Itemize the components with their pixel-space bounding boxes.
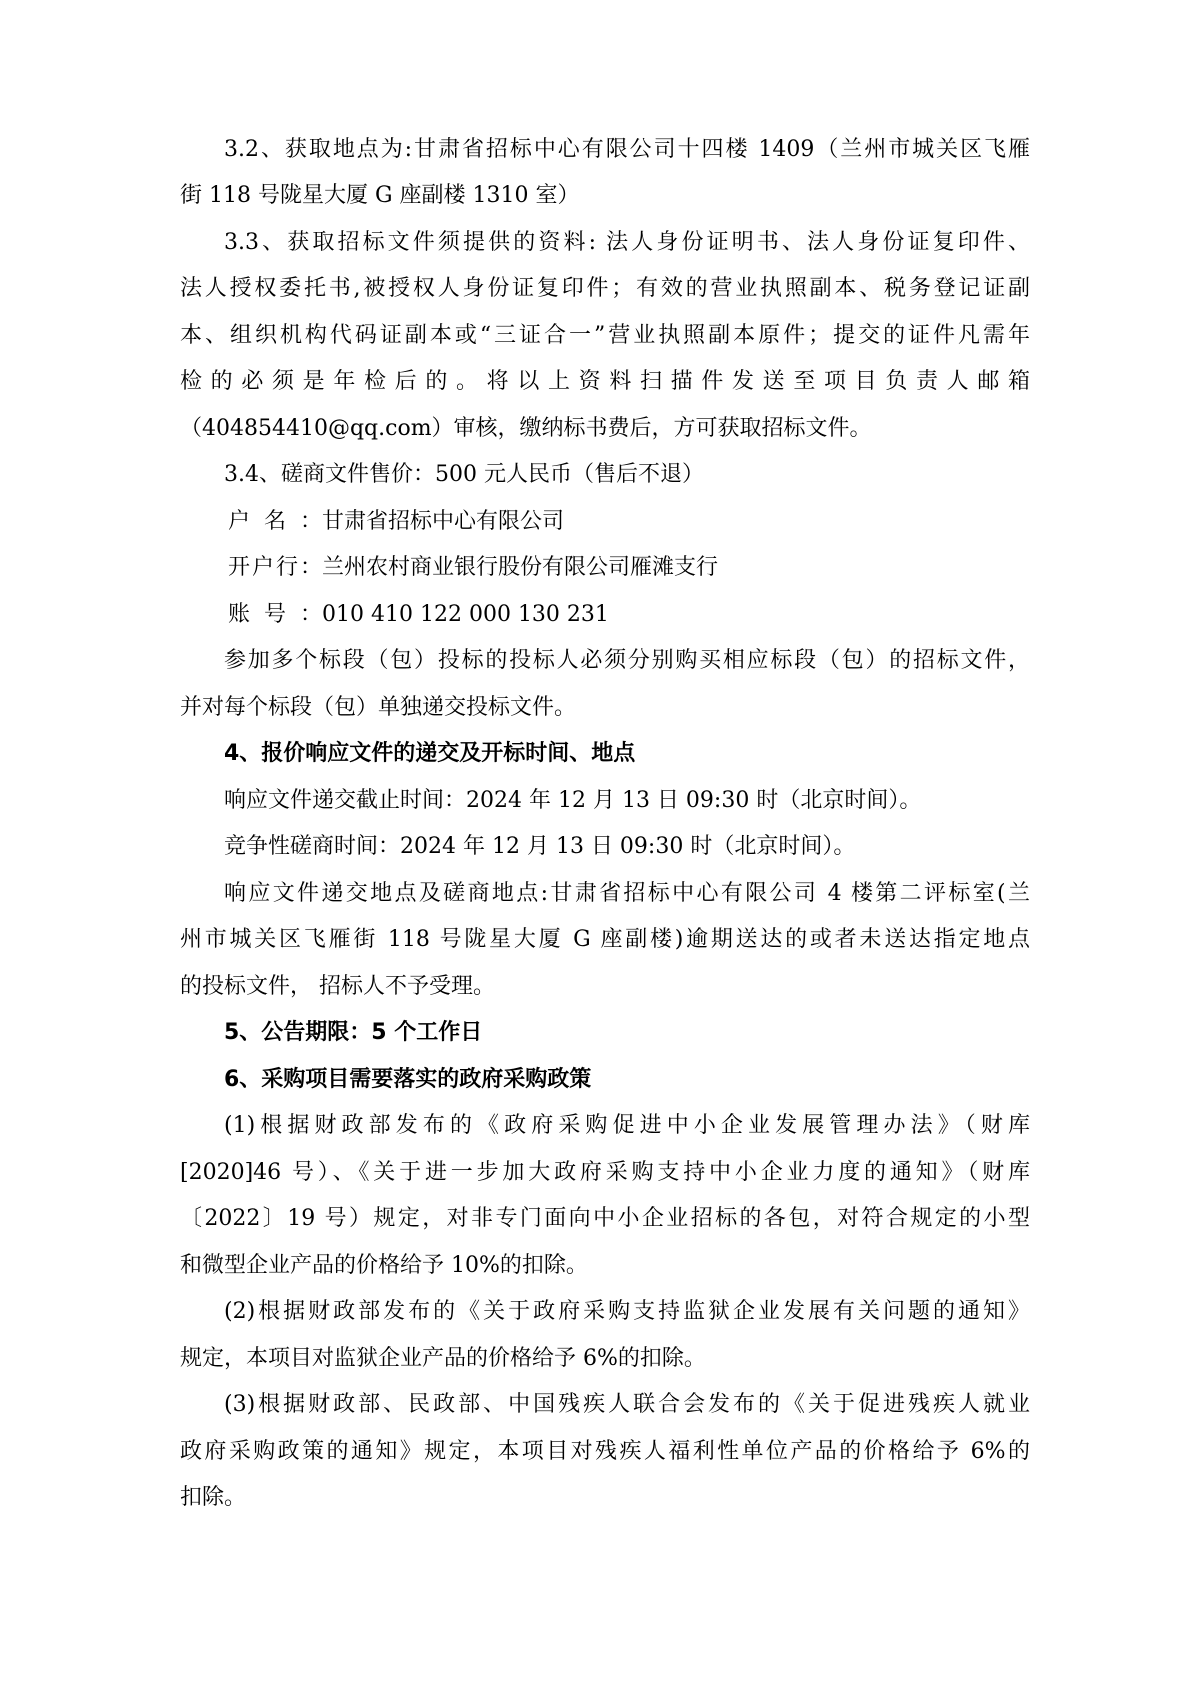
- account-name-value: 甘肃省招标中心有限公司: [322, 509, 565, 534]
- section-3-4-price: 3.4、磋商文件售价：500 元人民币（售后不退）: [224, 462, 704, 487]
- section-4-heading: 4、报价响应文件的递交及开标时间、地点: [224, 741, 636, 766]
- submission-place-line-2: 州市城关区飞雁街 118 号陇星大厦 G 座副楼)逾期送达的或者未送达指定地点: [180, 927, 1030, 952]
- section-3-2-line-2: 街 118 号陇星大厦 G 座副楼 1310 室）: [180, 183, 580, 208]
- section-5-heading: 5、公告期限：5 个工作日: [224, 1020, 483, 1045]
- account-number-value: 010 410 122 000 130 231: [322, 602, 609, 627]
- submission-deadline: 响应文件递交截止时间：2024 年 12 月 13 日 09:30 时（北京时间）。: [224, 788, 922, 813]
- policy-1-line-2: [2020]46 号）、《关于进一步加大政府采购支持中小企业力度的通知》（财库: [180, 1160, 1030, 1185]
- account-number-row: [228, 592, 609, 638]
- section-3-2-line-1: 3.2、获取地点为:甘肃省招标中心有限公司十四楼 1409（兰州市城关区飞雁: [224, 137, 1030, 162]
- negotiation-time: 竞争性磋商时间：2024 年 12 月 13 日 09:30 时（北京时间）。: [224, 834, 856, 859]
- section-3-3-line-1: 3.3、获取招标文件须提供的资料: 法人身份证明书、法人身份证复印件、: [224, 230, 1030, 255]
- account-number-label: 账号：: [228, 602, 322, 627]
- policy-3-line-1: (3)根据财政部、民政部、中国残疾人联合会发布的《关于促进残疾人就业: [224, 1392, 1030, 1417]
- account-bank-label: 开户行：: [228, 555, 322, 580]
- submission-place-line-1: 响应文件递交地点及磋商地点:甘肃省招标中心有限公司 4 楼第二评标室(兰: [224, 881, 1030, 906]
- multi-lot-line-1: 参加多个标段（包）投标的投标人必须分别购买相应标段（包）的招标文件，: [224, 648, 1030, 673]
- account-bank-value: 兰州农村商业银行股份有限公司雁滩支行: [322, 555, 719, 580]
- policy-2-line-1: (2)根据财政部发布的《关于政府采购支持监狱企业发展有关问题的通知》: [224, 1299, 1030, 1324]
- section-6-heading: 6、采购项目需要落实的政府采购政策: [224, 1067, 592, 1092]
- account-name-label: 户名：: [228, 509, 322, 534]
- account-bank-row: [228, 545, 718, 591]
- section-3-3-line-4: 检的必须是年检后的。将以上资料扫描件发送至项目负责人邮箱: [180, 369, 1030, 394]
- submission-place-line-3: 的投标文件， 招标人不予受理。: [180, 974, 495, 999]
- policy-1-line-4: 和微型企业产品的价格给予 10%的扣除。: [180, 1253, 588, 1278]
- policy-2-line-2: 规定，本项目对监狱企业产品的价格给予 6%的扣除。: [180, 1346, 706, 1371]
- account-name-row: [228, 499, 564, 545]
- policy-1-line-3: 〔2022〕19 号）规定，对非专门面向中小企业招标的各包，对符合规定的小型: [180, 1206, 1030, 1231]
- policy-3-line-2: 政府采购政策的通知》规定，本项目对残疾人福利性单位产品的价格给予 6%的: [180, 1439, 1030, 1464]
- section-3-3-line-2: 法人授权委托书,被授权人身份证复印件；有效的营业执照副本、税务登记证副: [180, 276, 1030, 301]
- section-3-3-line-5: （404854410@qq.com）审核，缴纳标书费后，方可获取招标文件。: [180, 416, 872, 441]
- multi-lot-line-2: 并对每个标段（包）单独递交投标文件。: [180, 695, 577, 720]
- section-3-3-line-3: 本、组织机构代码证副本或“三证合一”营业执照副本原件；提交的证件凡需年: [180, 323, 1030, 348]
- policy-1-line-1: (1)根据财政部发布的《政府采购促进中小企业发展管理办法》（财库: [224, 1113, 1030, 1138]
- policy-3-line-3: 扣除。: [180, 1485, 247, 1510]
